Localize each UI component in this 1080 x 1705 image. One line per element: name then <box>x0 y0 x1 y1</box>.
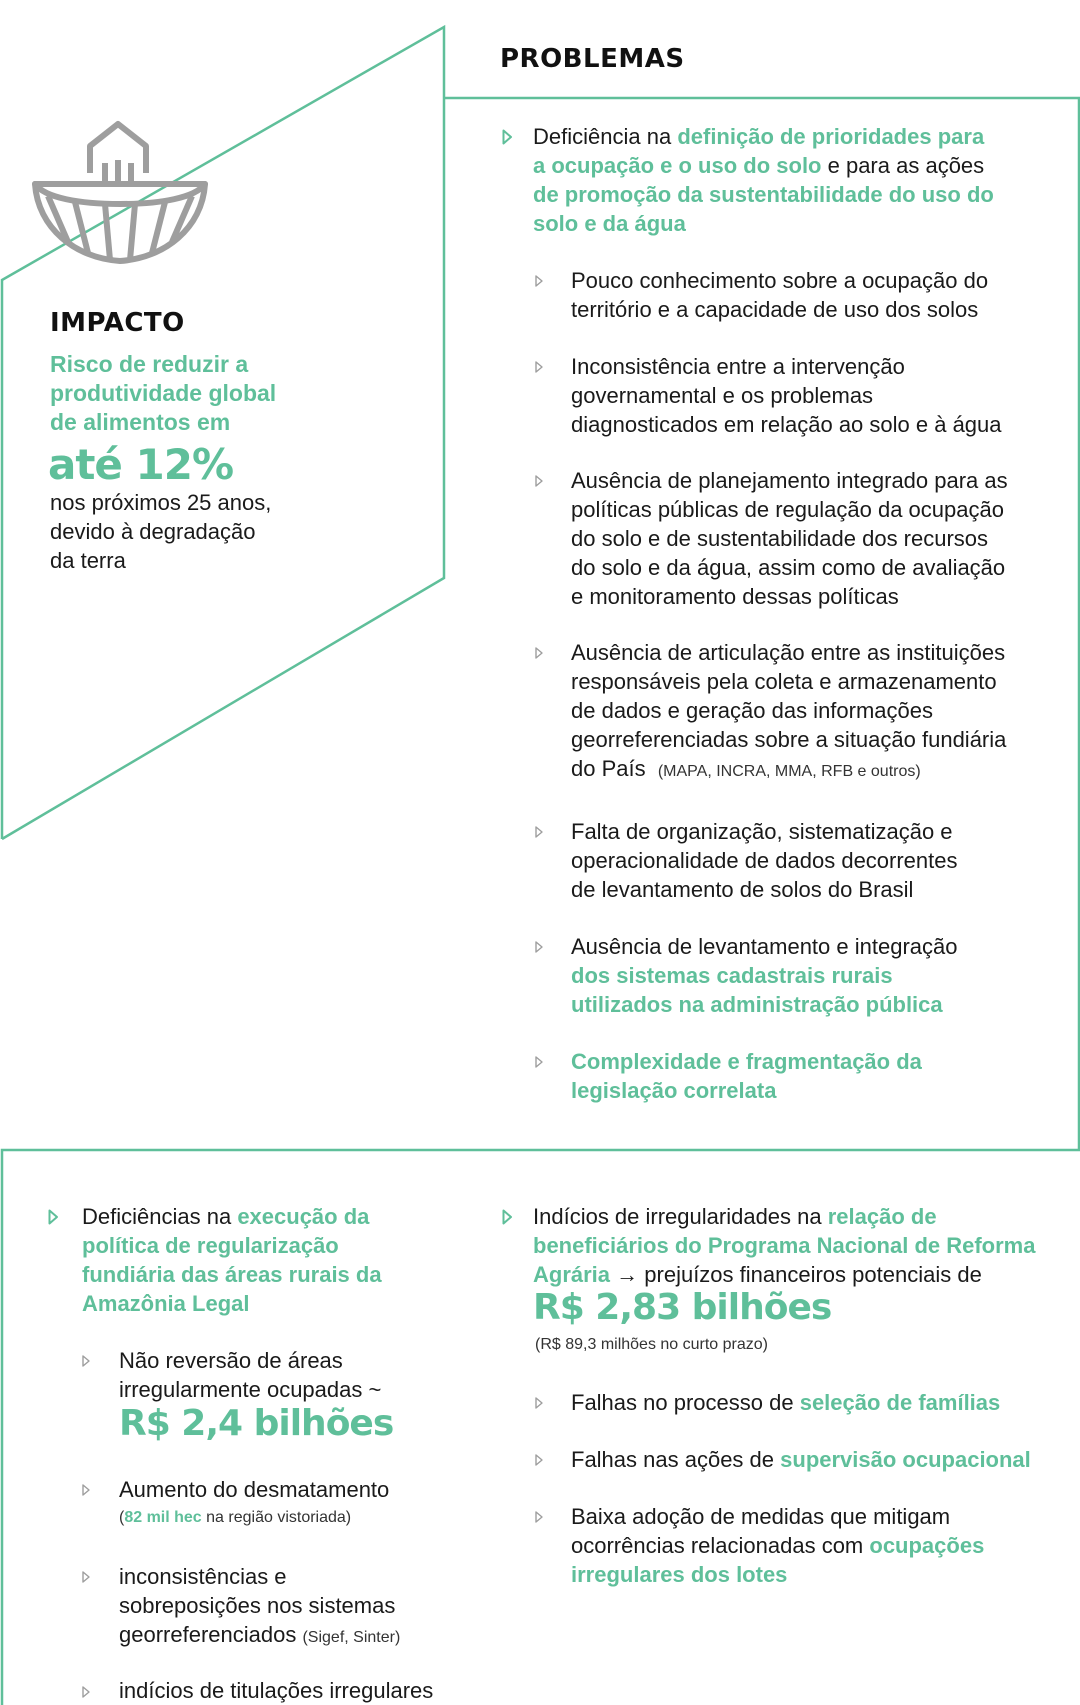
problem-sub-7 <box>571 1047 922 1105</box>
highlight: legislação correlata <box>571 1078 777 1103</box>
highlight: Agrária <box>533 1262 611 1287</box>
highlight: supervisão ocupacional <box>780 1447 1031 1472</box>
problem-sub-1 <box>571 266 988 324</box>
problem-main <box>533 122 994 238</box>
text: na região vistoriada) <box>201 1509 352 1526</box>
text: Falhas nas ações de <box>571 1447 781 1472</box>
line: e monitoramento dessas políticas <box>571 584 899 609</box>
highlight: solo e da água <box>533 211 686 236</box>
bottom-left-sub-2: Aumento do desmatamento <box>119 1477 390 1502</box>
chevron-right-icon <box>82 1686 90 1698</box>
chevron-right-icon <box>502 129 513 145</box>
impact-value: até 12% <box>48 440 234 489</box>
bottom-right-sub-2 <box>571 1445 1031 1474</box>
line: políticas públicas de regulação da ocupação <box>571 497 1004 522</box>
note: (Sigef, Sinter) <box>302 1629 401 1646</box>
highlight: execução da <box>237 1204 370 1229</box>
line: Ausência de levantamento e integração <box>571 934 958 959</box>
bottom-right-note: (R$ 89,3 milhões no curto prazo) <box>535 1336 768 1353</box>
line: território e a capacidade de uso dos solos <box>571 297 979 322</box>
chevron-right-icon <box>535 647 543 659</box>
impact-title: IMPACTO <box>50 308 185 338</box>
line: do solo e da água, assim como de avaliação <box>571 555 1006 580</box>
line: inconsistências e <box>119 1564 287 1589</box>
line: Ausência de articulação entre as instituições <box>571 640 1006 665</box>
line: de levantamento de solos do Brasil <box>571 877 914 902</box>
bottom-right-main <box>533 1202 1035 1289</box>
line: responsáveis pela coleta e armazenamento <box>571 669 997 694</box>
highlight: utilizados na administração pública <box>571 992 943 1017</box>
bottom-left-main <box>82 1202 382 1318</box>
highlight: fundiária das áreas rurais da <box>82 1262 382 1287</box>
highlight: política de regularização <box>82 1233 339 1258</box>
highlight: relação de <box>827 1204 937 1229</box>
highlight: dos sistemas cadastrais rurais <box>571 963 893 988</box>
impact-rest <box>50 488 271 575</box>
line: do solo e de sustentabilidade dos recursos <box>571 526 989 551</box>
problem-sub-4 <box>571 638 1006 783</box>
highlight: Amazônia Legal <box>82 1291 250 1316</box>
line: Falta de organização, sistematização e <box>571 819 953 844</box>
line: Ausência de planejamento integrado para as <box>571 468 1008 493</box>
bottom-left-sub-2-note <box>119 1507 351 1529</box>
text: Indícios de irregularidades na <box>533 1204 828 1229</box>
bottom-right-sub-1 <box>571 1388 1000 1417</box>
chevron-right-icon <box>535 1056 543 1068</box>
problem-sub-5 <box>571 817 958 904</box>
line: irregularmente ocupadas ~ <box>119 1377 382 1402</box>
problem-sub-6 <box>571 932 957 1019</box>
bottom-right-sub-3 <box>571 1502 984 1589</box>
impact-line-2: produtividade global <box>50 380 277 406</box>
chevron-right-icon <box>535 826 543 838</box>
line: sobreposições nos sistemas <box>119 1593 396 1618</box>
text: ( <box>119 1509 125 1526</box>
text: → prejuízos financeiros potenciais de <box>610 1262 982 1287</box>
chevron-right-icon <box>502 1209 513 1225</box>
highlight: seleção de famílias <box>799 1390 1001 1415</box>
farm-house-icon <box>30 118 210 268</box>
problem-sub-2 <box>571 352 1002 439</box>
problem-sub-3 <box>571 466 1008 611</box>
line: operacionalidade de dados decorrentes <box>571 848 958 873</box>
chevron-right-icon <box>535 1454 543 1466</box>
highlight: irregulares dos lotes <box>571 1562 788 1587</box>
text: Deficiências na <box>82 1204 238 1229</box>
chevron-right-icon <box>82 1484 90 1496</box>
impact-highlight <box>50 350 276 437</box>
chevron-right-icon <box>535 475 543 487</box>
chevron-right-icon <box>82 1355 90 1367</box>
text: e para as ações <box>821 153 985 178</box>
problems-title: PROBLEMAS <box>500 44 685 74</box>
highlight: ocupações <box>869 1533 985 1558</box>
text: Deficiência na <box>533 124 678 149</box>
line: governamental e os problemas <box>571 383 874 408</box>
chevron-right-icon <box>535 941 543 953</box>
chevron-right-icon <box>535 361 543 373</box>
chevron-right-icon <box>82 1571 90 1583</box>
highlight: beneficiários do Programa Nacional de Reforma <box>533 1233 1036 1258</box>
line: Pouco conhecimento sobre a ocupação do <box>571 268 989 293</box>
highlight: a ocupação e o uso do solo <box>533 153 822 178</box>
impact-rest-1: nos próximos 25 anos, <box>50 490 272 515</box>
text: Falhas no processo de <box>571 1390 800 1415</box>
line: georreferenciadas sobre a situação fundiária <box>571 727 1007 752</box>
bottom-left-value: R$ 2,4 bilhões <box>119 1403 394 1444</box>
chevron-right-icon <box>535 1511 543 1523</box>
line: do País <box>571 756 646 781</box>
bottom-left-sub-3 <box>119 1562 400 1649</box>
line: de dados e geração das informações <box>571 698 934 723</box>
impact-line-1: Risco de reduzir a <box>50 351 249 377</box>
line: diagnosticados em relação ao solo e à água <box>571 412 1002 437</box>
note: (MAPA, INCRA, MMA, RFB e outros) <box>657 763 921 780</box>
highlight: 82 mil hec <box>124 1509 202 1526</box>
line: Inconsistência entre a intervenção <box>571 354 905 379</box>
line: Baixa adoção de medidas que mitigam <box>571 1504 951 1529</box>
chevron-right-icon <box>48 1209 59 1225</box>
line: Não reversão de áreas <box>119 1348 343 1373</box>
impact-rest-2: devido à degradação <box>50 519 256 544</box>
highlight: de promoção da sustentabilidade do uso do <box>533 182 994 207</box>
highlight: definição de prioridades para <box>677 124 985 149</box>
bottom-left-sub-1 <box>119 1346 381 1404</box>
chevron-right-icon <box>535 1397 543 1409</box>
line: georreferenciados <box>119 1622 297 1647</box>
chevron-right-icon <box>535 275 543 287</box>
bottom-right-value: R$ 2,83 bilhões <box>533 1287 832 1328</box>
bottom-left-sub-4: indícios de titulações irregulares <box>119 1678 434 1703</box>
impact-rest-3: da terra <box>50 548 126 573</box>
highlight: Complexidade e fragmentação da <box>571 1049 922 1074</box>
impact-line-3: de alimentos em <box>50 409 231 435</box>
text: ocorrências relacionadas com <box>571 1533 870 1558</box>
